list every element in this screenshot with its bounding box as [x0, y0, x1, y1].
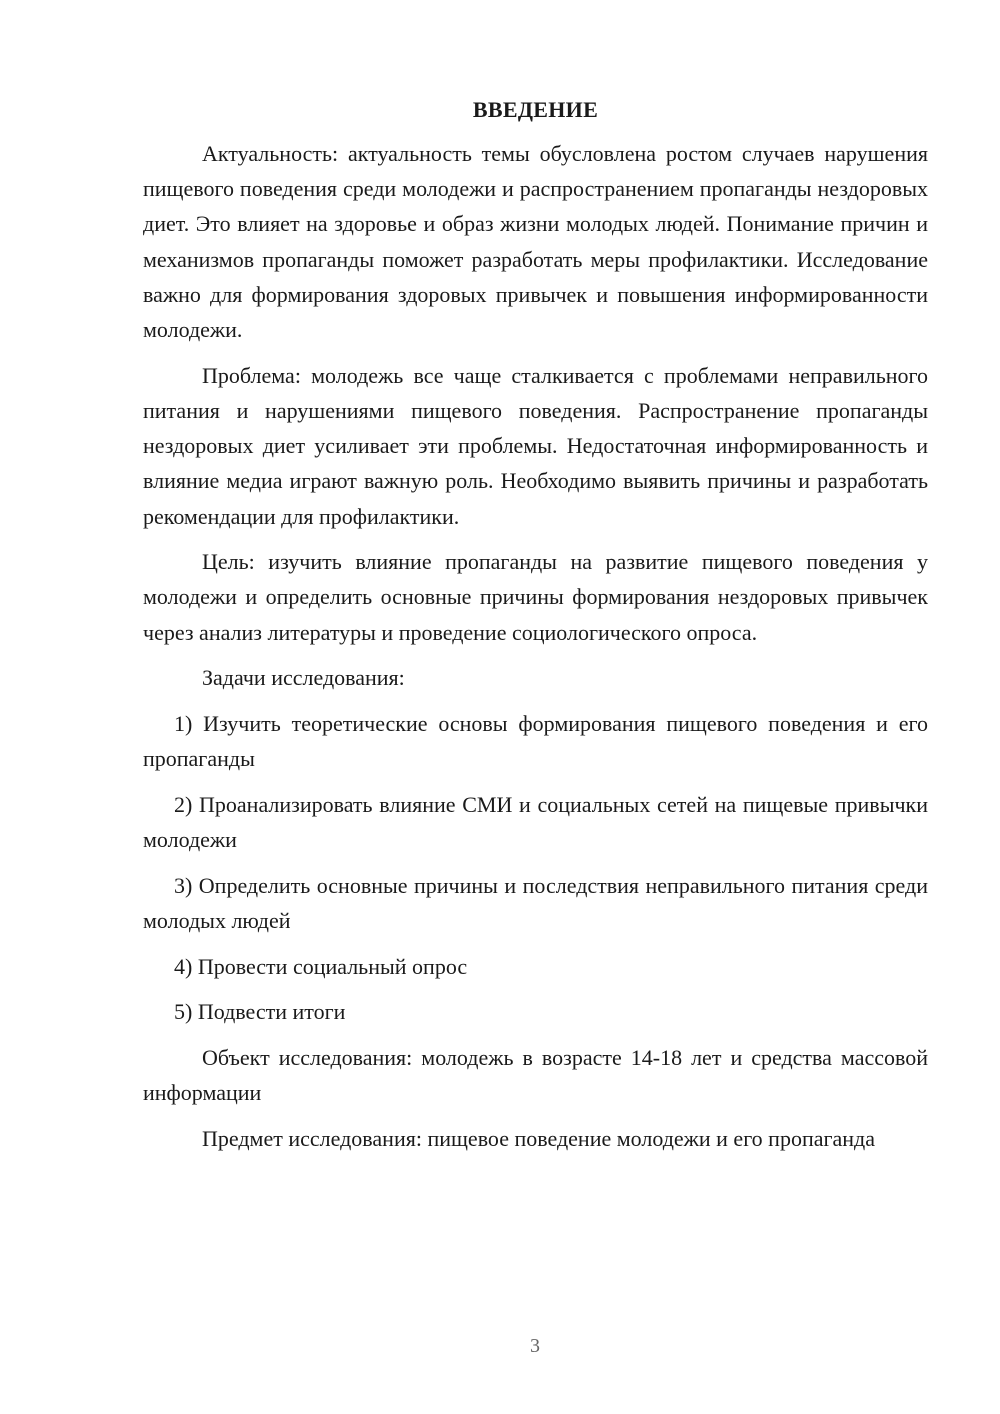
relevance-paragraph: Актуальность: актуальность темы обусловлена ростом случаев нарушения пищевого поведения среди молодежи и распространением пропаганды нездоровых диет. Это влияет на здоровье и образ жизни молодых людей. Понимание причин и механизмов пропаганды поможет разработать меры профилактики. Исследование важно для формирования здоровых привычек и повышения информированности молодежи. [143, 141, 928, 343]
task-item-3: 3) Определить основные причины и последствия неправильного питания среди молодых людей [143, 872, 928, 934]
task-item-1: 1) Изучить теоретические основы формирования пищевого поведения и его пропаганды [143, 711, 928, 772]
problem-paragraph: Проблема: молодежь все чаще сталкивается с проблемами неправильного питания и нарушениями пищевого поведения. Распространение пропаганды нездоровых диет усиливает эти проблемы. Недостаточная информированность и влияние медиа играют важную роль. Необходимо выявить причины и разработать рекомендации для профилактики. [143, 362, 928, 529]
page-content [143, 92, 928, 1156]
object-paragraph: Объект исследования: молодежь в возрасте 14-18 лет и средства массовой информации [143, 1045, 928, 1106]
task-item-2: 2) Проанализировать влияние СМИ и социальных сетей на пищевые привычки молодежи [143, 791, 928, 853]
subject-paragraph: Предмет исследования: пищевое поведение молодежи и его пропаганда [202, 1126, 875, 1152]
task-item-5: 5) Подвести итоги [174, 999, 346, 1025]
tasks-heading: Задачи исследования: [202, 665, 405, 691]
section-title: ВВЕДЕНИЕ [472, 97, 599, 122]
page-number: 3 [530, 1335, 540, 1357]
goal-paragraph: Цель: изучить влияние пропаганды на развитие пищевого поведения у молодежи и определить основные причины формирования нездоровых привычек через анализ литературы и проведение социологического опроса. [143, 549, 928, 645]
task-item-4: 4) Провести социальный опрос [174, 953, 468, 979]
